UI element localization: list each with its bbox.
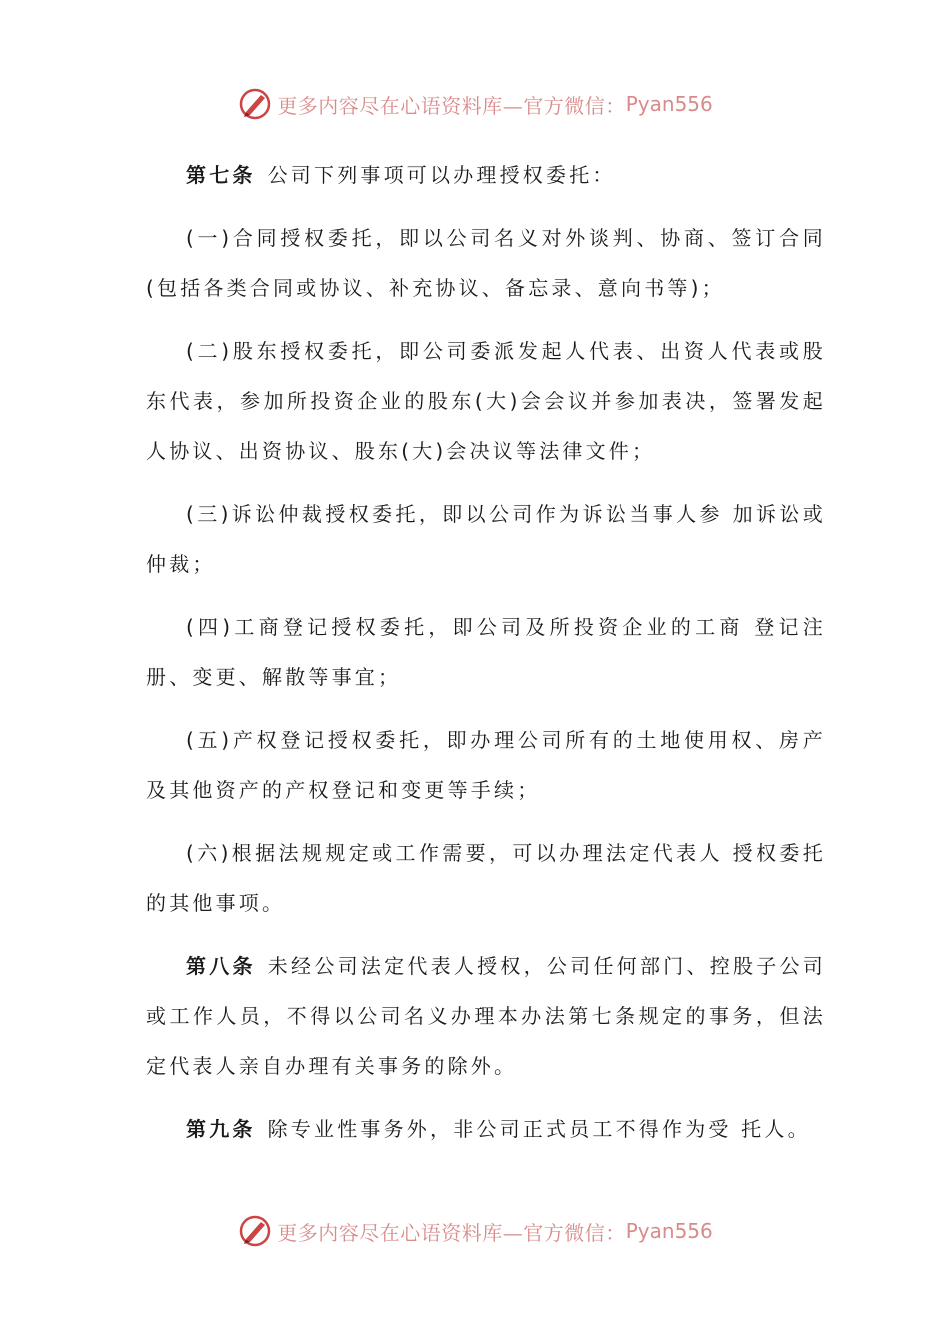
pen-logo-icon [237,1213,273,1249]
watermark-header [0,84,950,124]
article-8-text: 未经公司法定代表人授权，公司任何部门、控股子公司或工作人员，不得以公司名义办理本办法第七条规定的事务，但法定代表人亲自办理有关事务的除外。 [146,954,826,1078]
article-7-number: 第七条 [186,163,256,187]
watermark-wechat-id: Pyan556 [625,1219,713,1243]
watermark-text: 更多内容尽在心语资料库—官方微信： [277,1220,626,1245]
article-9 [146,1104,826,1154]
watermark-wechat-id: Pyan556 [625,92,713,116]
list-item: (二)股东授权委托，即公司委派发起人代表、出资人代表或股东代表，参加所投资企业的股东(大)会会议并参加表决，签署发起人协议、出资协议、股东(大)会决议等法律文件； [146,339,826,463]
article-7 [146,150,826,200]
article-9-text: 除专业性事务外，非公司正式员工不得作为受 托人。 [267,1117,811,1141]
list-item: (五)产权登记授权委托，即办理公司所有的土地使用权、房产及其他资产的产权登记和变更等手续； [146,728,826,802]
list-item: (三)诉讼仲裁授权委托，即以公司作为诉讼当事人参 加诉讼或仲裁； [146,502,826,576]
pen-logo-icon [237,86,273,122]
list-item: (一)合同授权委托，即以公司名义对外谈判、协商、签订合同(包括各类合同或协议、补充协议、备忘录、意向书等)； [146,226,826,300]
article-9-number: 第九条 [186,1117,256,1141]
watermark-text: 更多内容尽在心语资料库—官方微信： [277,93,626,118]
watermark-footer [0,1211,950,1251]
article-7-text: 公司下列事项可以办理授权委托： [267,163,616,187]
list-item: (六)根据法规规定或工作需要，可以办理法定代表人 授权委托的其他事项。 [146,841,826,915]
article-8-number: 第八条 [186,954,256,978]
document-body [146,150,826,1167]
article-8 [146,941,826,1091]
list-item: (四)工商登记授权委托，即公司及所投资企业的工商 登记注册、变更、解散等事宜； [146,615,826,689]
